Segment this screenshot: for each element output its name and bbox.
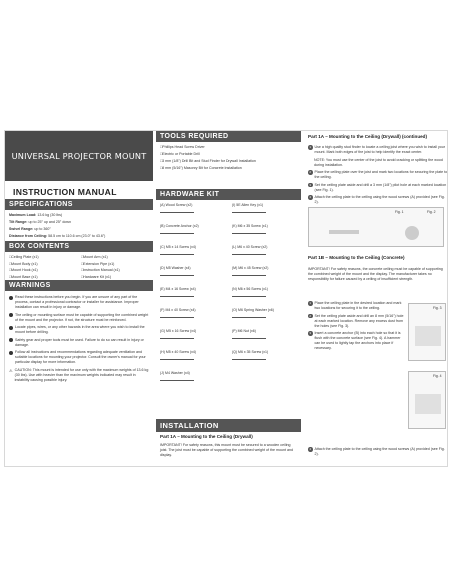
part-1a-heading: Part 1A – Mounting to the Ceiling (Drywall)	[160, 434, 253, 439]
box-item: □ Ceiling Plate (x1)	[9, 255, 77, 260]
step-item: 1 Place the ceiling plate in the desired location and mark two locations for securing it to the ceiling.	[309, 301, 402, 310]
spec-item: Swivel Range: up to 360°	[9, 227, 51, 231]
hardware-item: (P) M6 Nut (x6)	[232, 329, 302, 341]
tool-item: □ 8 mm (5/16") Masonry Bit for Concrete Installation	[160, 166, 300, 171]
tool-item: □ Phillips Head Screw Driver	[160, 145, 300, 150]
hardware-heading: HARDWARE KIT	[156, 189, 301, 200]
warnings-heading: WARNINGS	[5, 280, 153, 291]
hardware-item: (J) M4 Washer (x4)	[160, 371, 230, 383]
figure-3	[408, 303, 446, 361]
figure-1-2	[308, 207, 444, 247]
ceiling-plate-illustration	[405, 226, 419, 240]
box-item: □ Mount Arm (x1)	[81, 255, 149, 260]
hardware-item: (L) M6 x 40 Screw (x2)	[232, 245, 302, 257]
box-item: □ Mount Base (x1)	[9, 275, 77, 280]
step-item: 4 Attach the ceiling plate to the ceiling using the wood screws (A) provided (see Fig. 2).	[309, 195, 445, 204]
hardware-item: (N) M6 x 56 Screw (x1)	[232, 287, 302, 299]
hardware-item: (K) M6 x 35 Screw (x1)	[232, 224, 302, 236]
fig-3-label: Fig. 3	[433, 306, 442, 310]
hardware-item: (A) Wood Screw (x2)	[160, 203, 230, 215]
ceiling-plate-illustration	[329, 230, 359, 234]
important-note: IMPORTANT! For safety reasons, this mount must be secured to a wooden ceiling joist. The joist must be capable of supporting the combined weight of the mount and display.	[160, 443, 293, 457]
hardware-item: (O) M6 Spring Washer (x6)	[232, 308, 302, 320]
important-note-concrete: IMPORTANT! For safety reasons, the concrete ceiling must be capable of supporting the combined weight of the mount and the display. The manufacturer takes no responsibility for failure caused by a ceiling of insufficient strength.	[308, 267, 443, 281]
warning-item: Locate pipes, wires, or any other hazards in the area where you wish to install the mount before drilling.	[9, 325, 149, 335]
tool-item: □ Electric or Portable Drill	[160, 152, 300, 157]
hardware-item: (E) M4 x 16 Screw (x4)	[160, 287, 230, 299]
warning-item: The ceiling or mounting surface must be capable of supporting the combined weight of the mount and the projector. If not, the structure must be reinforced.	[9, 313, 149, 323]
manual-title: INSTRUCTION MANUAL	[13, 187, 117, 197]
step-item: 4 Attach the ceiling plate to the ceiling using the wood screws (A) provided (see Fig. 2).	[309, 447, 445, 456]
hardware-item: (B) Concrete Anchor (x2)	[160, 224, 230, 236]
specifications-list	[9, 213, 149, 241]
installation-heading: INSTALLATION	[156, 419, 301, 432]
hardware-item: (H) M5 x 40 Screw (x4)	[160, 350, 230, 362]
warnings-list	[9, 295, 149, 385]
box-item: □ Mount Hook (x1)	[9, 268, 77, 273]
hardware-item: (Q) M6 x 35 Screw (x1)	[232, 350, 302, 362]
left-column	[5, 131, 153, 466]
fig-2-label: Fig. 2	[427, 210, 436, 214]
hardware-grid	[156, 203, 301, 391]
hardware-item: (F) M4 x 40 Screw (x4)	[160, 308, 230, 320]
middle-column	[156, 131, 301, 466]
warning-item: Read these instructions before you begin. If you are unsure of any part of the process, contact a professional contractor or installer for assistance. Improper installation can result in injury or damage.	[9, 295, 149, 310]
step-item: 3 Insert a concrete anchor (B) into each hole so that it is flush with the concrete surface (see Fig. 4). A hammer can be used to lightly tap the anchors into place if necessary.	[309, 331, 401, 350]
fig-1-label: Fig. 1	[395, 210, 404, 214]
box-item: □ Mount Body (x1)	[9, 262, 77, 267]
step-item: 3 Set the ceiling plate aside and drill a 3 mm (1/8") pilot hole at each marked location (see Fig. 1).	[309, 182, 447, 192]
box-contents-list	[9, 255, 149, 280]
concrete-block-illustration	[415, 326, 441, 346]
warning-item: Safety gear and proper tools must be used. Failure to do so can result in injury or damage.	[9, 338, 149, 348]
spec-item: Tilt Range: up to 25° up and 25° down	[9, 220, 71, 224]
hardware-item: (I) 5E Allen Key (x1)	[232, 203, 302, 215]
steps-concrete-final	[308, 447, 448, 460]
tools-list	[160, 145, 300, 173]
bullet-icon	[9, 338, 13, 342]
specifications-heading: SPECIFICATIONS	[5, 199, 153, 210]
product-title: UNIVERSAL PROJECTOR MOUNT	[5, 131, 153, 181]
tool-item: □ 3 mm (1/8") Drill Bit and Stud Finder for Drywall Installation	[160, 159, 300, 164]
bullet-icon	[9, 296, 13, 300]
hardware-item: (G) M5 x 16 Screw (x4)	[160, 329, 230, 341]
tools-heading: TOOLS REQUIRED	[156, 131, 301, 142]
step-note: NOTE: You must use the center of the joist to avoid cracking or splitting the wood during installation.	[314, 157, 443, 167]
step-item: 2 Set the ceiling plate aside and drill an 8 mm (5/16") hole at each marked location. Remove any excess dust from the holes (see Fig. 3).	[309, 313, 404, 328]
bullet-icon	[9, 326, 13, 330]
steps-drywall	[308, 145, 448, 208]
hardware-item: (D) M5 Washer (x4)	[160, 266, 230, 278]
part-1b-heading: Part 1B – Mounting to the Ceiling (Concrete)	[308, 255, 405, 260]
caution-note: ⚠ CAUTION: This mount is intended for use only with the maximum weights of 13.6 kg (30 lbs). Use with heavier than the maximum weights indicated may result in instability causing possible injury.	[9, 367, 149, 382]
box-item: □ Hardware Kit (x1)	[81, 275, 149, 280]
figure-4	[408, 371, 446, 429]
bullet-icon	[9, 313, 13, 317]
step-item: 1 Use a high quality stud finder to locate a ceiling joist where you wish to install your mount. Mark both edges of the joist to help identify the exact center.	[309, 145, 445, 154]
steps-concrete	[308, 301, 404, 354]
spec-item: Maximum Load: 13.6 kg (30 lbs)	[9, 213, 63, 217]
warning-triangle-icon: ⚠	[9, 367, 13, 373]
warning-item: Follow all instructions and recommendations regarding adequate ventilation and suitable locations for mounting your projector. Consult the owner's manual for your particular display for more information.	[9, 350, 149, 365]
step-item: 2 Place the ceiling plate over the joist and mark two locations for securing the plate to the ceiling.	[309, 170, 448, 179]
spec-item: Distance from Ceiling: 58.5 cm to 110.6 cm (23.0" to 43.6")	[9, 234, 106, 238]
box-item: □ Extension Pipe (x1)	[81, 262, 149, 267]
bullet-icon	[9, 351, 13, 355]
concrete-block-illustration	[415, 394, 441, 414]
right-column	[304, 131, 449, 466]
part-1a-continued-heading: Part 1A – Mounting to the Ceiling (Drywall) (continued)	[308, 134, 428, 139]
fig-4-label: Fig. 4	[433, 374, 442, 378]
hardware-item: (C) M5 x 14 Screw (x4)	[160, 245, 230, 257]
box-item: □ Instruction Manual (x1)	[81, 268, 149, 273]
manual-sheet	[4, 130, 448, 467]
box-contents-heading: BOX CONTENTS	[5, 241, 153, 252]
hardware-item: (M) M6 x 45 Screw (x2)	[232, 266, 302, 278]
